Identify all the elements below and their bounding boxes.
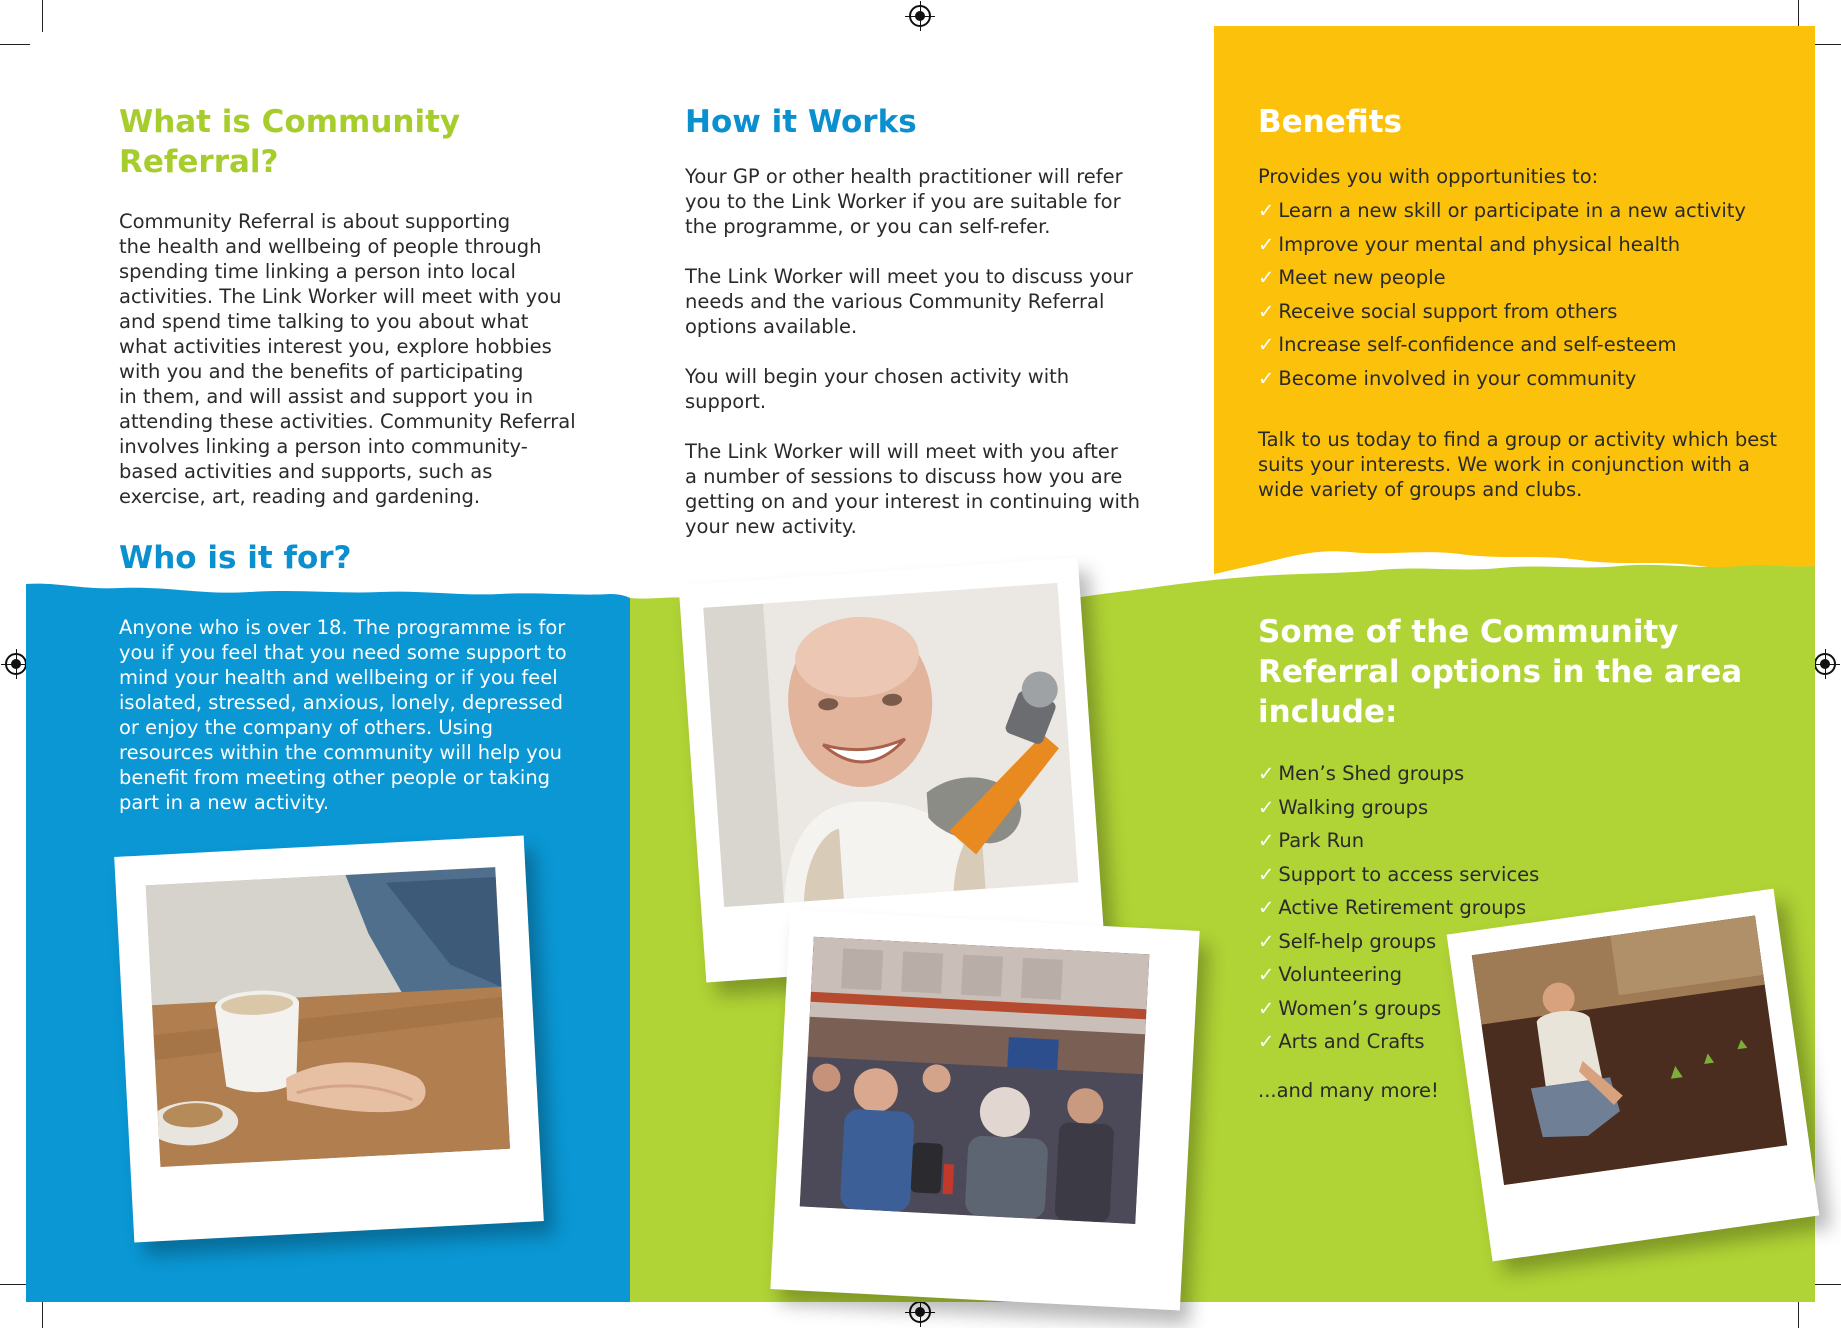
check-icon: ✓ xyxy=(1258,762,1275,785)
check-icon: ✓ xyxy=(1258,1030,1275,1053)
list-item: ✓ Receive social support from others xyxy=(1258,299,1618,323)
check-icon: ✓ xyxy=(1258,996,1275,1020)
list-item: ✓ Men’s Shed groups xyxy=(1258,762,1465,785)
list-item: ✓ Arts and Crafts xyxy=(1258,1030,1425,1053)
check-icon: ✓ xyxy=(1258,862,1275,886)
about-text: Community Referral is about supporting the health and wellbeing of people through spending time linking a person into local activities. The Link Worker will meet with you and spend time talking to you about what what activities interest you, explore hobbies with you and the benefits of participating in them, and will assist and support you in attending these activities. Community Referral involves linking a person into community- based activities and supports, such as exercise, art, reading and gardening. xyxy=(119,210,576,508)
list-item: ✓ Learn a new skill or participate in a new activity xyxy=(1258,199,1746,222)
check-icon: ✓ xyxy=(1258,266,1275,289)
check-icon: ✓ xyxy=(1258,299,1275,323)
check-icon: ✓ xyxy=(1258,333,1275,356)
check-icon: ✓ xyxy=(1258,366,1275,390)
list-item: ✓ Increase self-confidence and self-esteem xyxy=(1258,333,1677,356)
list-item: ✓ Support to access services xyxy=(1258,862,1540,886)
options-heading: Some of the Community Referral options in the area include: xyxy=(1258,614,1743,730)
list-item: ✓ Meet new people xyxy=(1258,266,1446,289)
how-heading: How it Works xyxy=(685,104,917,140)
list-item: ✓ Active Retirement groups xyxy=(1258,896,1527,919)
check-icon: ✓ xyxy=(1258,896,1275,919)
check-icon: ✓ xyxy=(1258,199,1275,222)
benefits-heading: Benefits xyxy=(1258,104,1402,140)
check-icon: ✓ xyxy=(1258,232,1275,256)
check-icon: ✓ xyxy=(1258,929,1275,953)
how-paragraph-3: You will begin your chosen activity with support. xyxy=(685,365,1070,413)
check-icon: ✓ xyxy=(1258,963,1275,986)
polaroid-frame xyxy=(770,910,1199,1311)
list-item: ✓ Volunteering xyxy=(1258,963,1403,986)
polaroid-frame xyxy=(114,836,544,1243)
check-icon: ✓ xyxy=(1258,795,1275,819)
how-paragraph-4: The Link Worker will will meet with you after a number of sessions to discuss how you are getting on and your interest in continuing with your new activity. xyxy=(685,440,1140,538)
how-paragraph-2: The Link Worker will meet you to discuss your needs and the various Community Referral options available. xyxy=(685,265,1133,338)
list-item: ✓ Improve your mental and physical health xyxy=(1258,232,1681,256)
who-heading: Who is it for? xyxy=(119,540,352,576)
list-item: ✓ Park Run xyxy=(1258,829,1365,852)
list-item: ✓ Self-help groups xyxy=(1258,929,1437,953)
benefits-intro: Provides you with opportunities to: xyxy=(1258,165,1599,188)
options-outro: ...and many more! xyxy=(1258,1079,1439,1102)
who-text: Anyone who is over 18. The programme is for you if you feel that you need some support to mind your health and wellbeing or if you feel isolated, stressed, anxious, lonely, depressed or enjoy the company of others. Using resources within the community will help you benefit from meeting other people or taking part in a new activity. xyxy=(119,616,567,814)
smiling-man-with-grinder-photo xyxy=(703,583,1078,907)
list-item: ✓ Walking groups xyxy=(1258,795,1429,819)
about-heading: What is Community Referral? xyxy=(119,104,461,180)
list-item: ✓ Become involved in your community xyxy=(1258,366,1637,390)
man-gardening-photo xyxy=(1472,915,1788,1185)
how-paragraph-1: Your GP or other health practitioner will refer you to the Link Worker if you are suitable for the programme, or you can self-refer. xyxy=(685,165,1123,238)
benefits-list xyxy=(1258,194,1746,395)
coffee-cup-hands-photo xyxy=(146,867,510,1167)
polaroid-frame xyxy=(1447,889,1820,1262)
benefits-outro: Talk to us today to find a group or activity which best suits your interests. We work in conjunction with a wide variety of groups and clubs. xyxy=(1258,428,1778,501)
list-item: ✓ Women’s groups xyxy=(1258,996,1442,1020)
community-hall-crowd-photo xyxy=(800,937,1150,1224)
check-icon: ✓ xyxy=(1258,829,1275,852)
